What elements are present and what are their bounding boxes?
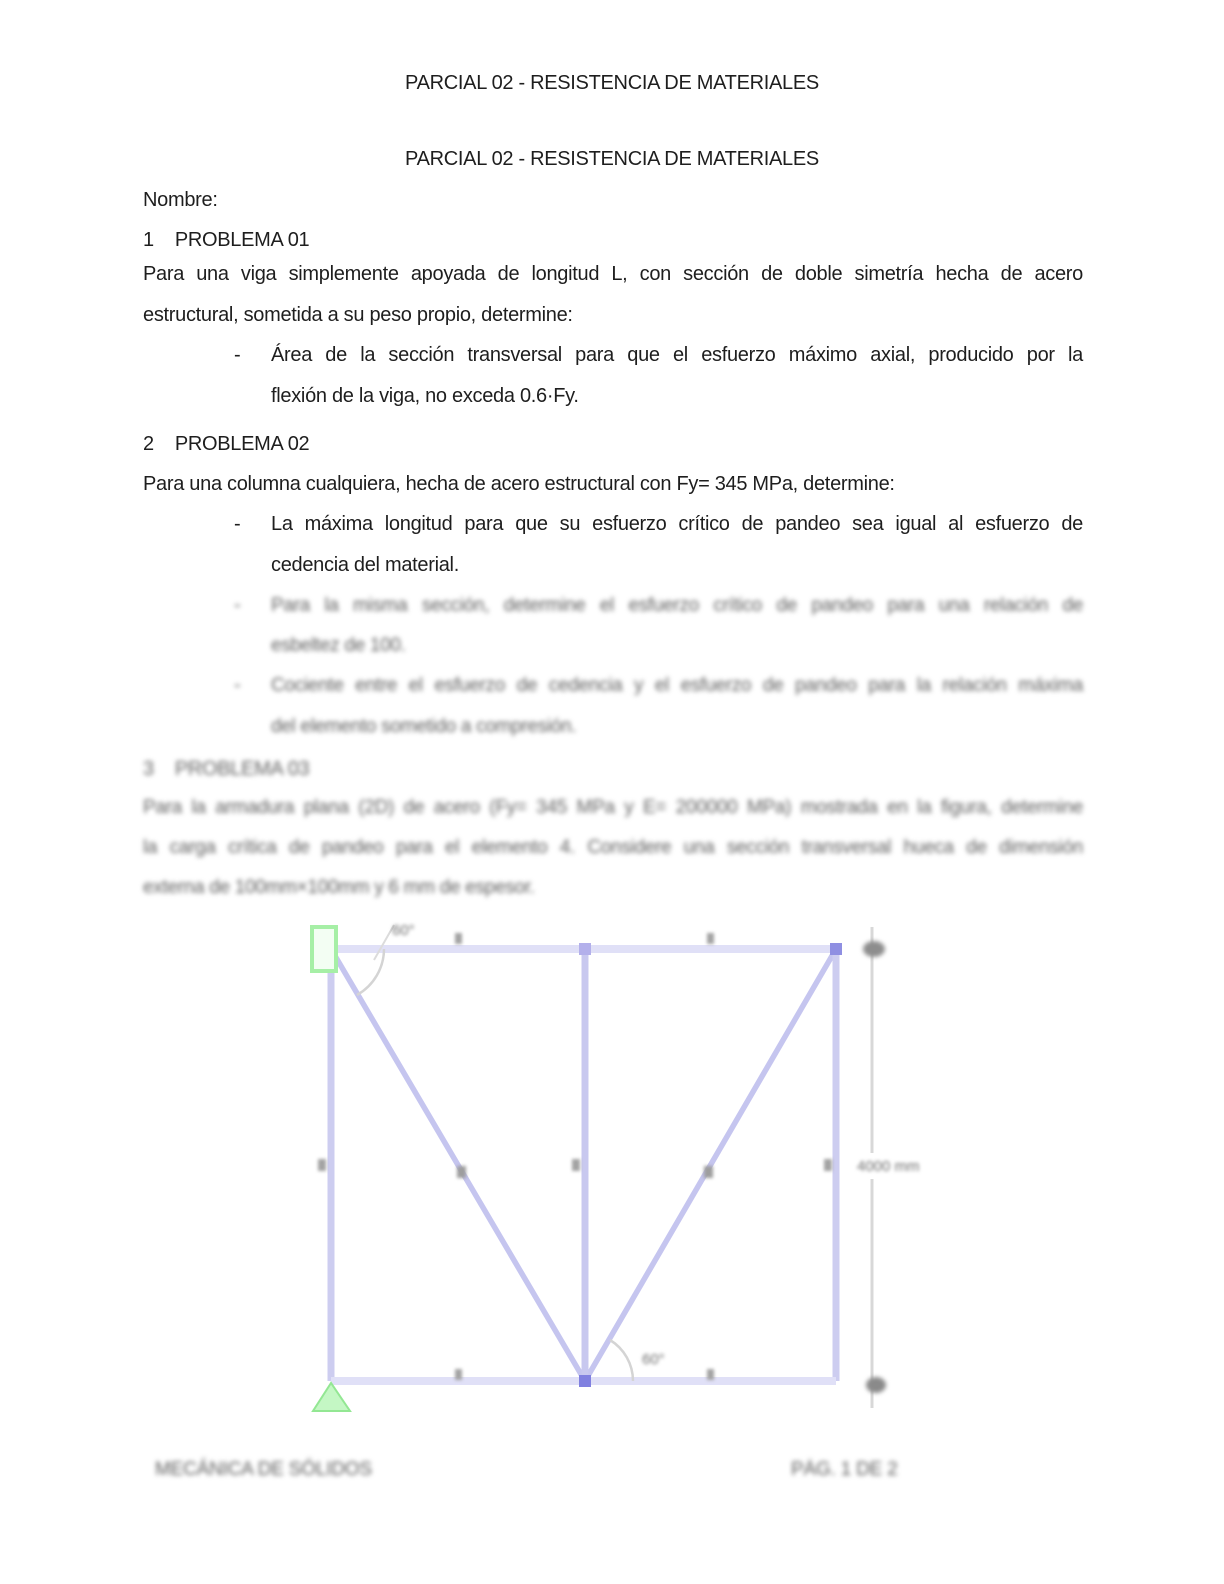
footer-course-name: MECÁNICA DE SÓLIDOS <box>155 1459 372 1480</box>
support-pin-icon <box>312 927 336 971</box>
truss-diagonal-left <box>331 949 585 1381</box>
problem-3-intro-line-2: la carga crítica de pandeo para el elemento 4. Considere una sección transversal hueca de dimensión <box>143 837 1083 858</box>
truss-diagram <box>300 905 940 1435</box>
problem-2-bullet3-line-2: del elemento sometido a compresión. <box>271 716 577 737</box>
problem-2-title: PROBLEMA 02 <box>174 433 310 455</box>
problem-2-bullet3-line-1: Cociente entre el esfuerzo de cedencia y el esfuerzo de pandeo para la relación máxima <box>271 675 1083 696</box>
support-roller-icon <box>313 1383 350 1411</box>
truss-node <box>579 1375 591 1387</box>
problem-2-heading <box>143 431 1083 458</box>
problem-2-number: 2 <box>143 433 154 455</box>
problem-3-title: PROBLEMA 03 <box>174 758 310 780</box>
truss-diagonal-right <box>585 949 836 1381</box>
dimension-label: 4000 mm <box>857 1158 920 1175</box>
problem-1-bullet-line-2: flexión de la viga, no exceda 0.6·Fy. <box>271 385 579 407</box>
bullet-dash: - <box>234 344 241 366</box>
member-id-blur <box>318 1159 326 1171</box>
member-id-blur <box>707 1369 714 1380</box>
problem-1-intro-line-1: Para una viga simplemente apoyada de longitud L, con sección de doble simetría hecha de acero <box>143 263 1083 285</box>
problem-1-number: 1 <box>143 229 154 251</box>
problem-2-bullet2-line-1: Para la misma sección, determine el esfuerzo crítico de pandeo para una relación de <box>271 595 1083 616</box>
problem-1-bullet-line-1: Área de la sección transversal para que el esfuerzo máximo axial, producido por la <box>271 344 1083 366</box>
truss-node <box>579 943 591 955</box>
bullet-dash: - <box>234 513 241 535</box>
member-id-blur <box>455 933 462 944</box>
bullet-dash: - <box>234 594 241 616</box>
angle-label-bottom: 60° <box>642 1351 665 1368</box>
document-title: PARCIAL 02 - RESISTENCIA DE MATERIALES <box>405 148 819 170</box>
bullet-dash: - <box>234 674 241 696</box>
member-id-blur <box>704 1166 713 1178</box>
truss-node <box>830 943 842 955</box>
name-label: Nombre: <box>143 189 218 211</box>
angle-arc-bottom <box>610 1340 633 1381</box>
member-id-blur <box>457 1166 466 1178</box>
dimension-arrow-bottom <box>866 1377 886 1393</box>
problem-3-intro-line-1: Para la armadura plana (2D) de acero (Fy= 345 MPa y E= 200000 MPa) mostrada en la figura, determine <box>143 797 1083 818</box>
member-id-blur <box>707 933 714 944</box>
problem-1-heading <box>143 227 1083 254</box>
member-id-blur <box>455 1369 462 1380</box>
member-id-blur <box>824 1159 832 1171</box>
footer-page-number: PÁG. 1 DE 2 <box>791 1459 898 1480</box>
problem-3-number: 3 <box>143 758 154 780</box>
problem-1-intro-line-2: estructural, sometida a su peso propio, determine: <box>143 304 573 326</box>
problem-2-bullet1-line-1: La máxima longitud para que su esfuerzo crítico de pandeo sea igual al esfuerzo de <box>271 513 1083 535</box>
truss-figure <box>300 905 940 1435</box>
problem-3-heading <box>143 756 1083 783</box>
angle-label-top: 60° <box>392 922 415 939</box>
dimension-arrow-top <box>863 941 885 957</box>
problem-1-title: PROBLEMA 01 <box>174 229 310 251</box>
problem-2-intro-line-1: Para una columna cualquiera, hecha de acero estructural con Fy= 345 MPa, determine: <box>143 473 895 495</box>
angle-arc-top <box>357 949 384 995</box>
running-header: PARCIAL 02 - RESISTENCIA DE MATERIALES <box>405 72 819 94</box>
problem-2-bullet1-line-2: cedencia del material. <box>271 554 459 576</box>
problem-2-bullet2-line-2: esbeltez de 100. <box>271 635 406 656</box>
problem-3-intro-line-3: externa de 100mm×100mm y 6 mm de espesor. <box>143 877 535 898</box>
member-id-blur <box>572 1159 580 1171</box>
